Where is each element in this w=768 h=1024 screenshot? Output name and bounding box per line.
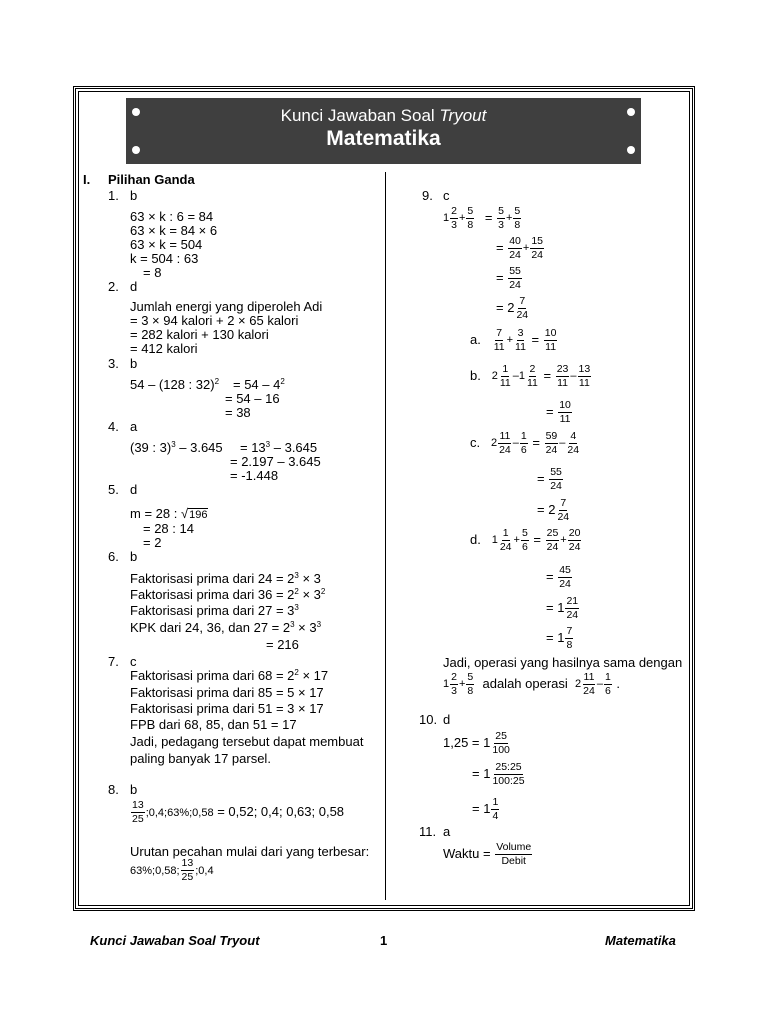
q3-number: 3.: [108, 356, 119, 371]
sqrt-radicand: 196: [189, 509, 208, 521]
q4-line: (39 : 3)$^3$ – 3.645: [130, 440, 223, 455]
q5-number: 5.: [108, 482, 119, 497]
section-number: I.: [83, 172, 91, 187]
q6-line: KPK dari 24, 36, dan $27 = 2^3 \times 3^3$: [130, 620, 322, 635]
q8-line: 63%;0,58; $\frac{13}{25}$ ;0,4: [130, 857, 214, 883]
q1-line: k = 504 : 63: [130, 251, 199, 266]
q10-step: = 1 $\frac{25:25}{100:25}$: [472, 761, 525, 787]
q5-answer: d: [130, 482, 138, 497]
q2-line: = 282 kalori + 130 kalori: [130, 327, 269, 342]
q9-step: = 1 $\frac{21}{24}$: [546, 595, 579, 621]
q9-step: = $\frac{40}{24}$ + $\frac{15}{24}$: [496, 235, 544, 261]
q7-line: paling banyak 17 parsel.: [130, 751, 271, 766]
q1-answer: b: [130, 188, 138, 203]
q2-line: = 3 × 94 kalori + 2 × 65 kalori: [130, 313, 299, 328]
q4-line: = -1.448: [230, 468, 279, 483]
q2-number: 2.: [108, 279, 119, 294]
section-title: Pilihan Ganda: [108, 172, 195, 187]
q6-number: 6.: [108, 549, 119, 564]
q7-answer: c: [130, 654, 137, 669]
q9-option-a: a. $\frac{7}{11}$ + $\frac{3}{11}$ = $\frac{10}{11}$: [470, 327, 557, 353]
q6-line: Faktorisasi prima dari $36 = 2^2 \times 3^2$: [130, 587, 326, 602]
q3-line: = 54 – 16: [225, 391, 280, 406]
q1-line: 63 × k = 84 × 6: [130, 223, 218, 238]
q1-line: 63 × k : 6 = 84: [130, 209, 214, 224]
q8-number: 8.: [108, 782, 119, 797]
q7-number: 7.: [108, 654, 119, 669]
q7-line: FPB dari 68, 85, dan 51 = 17: [130, 717, 297, 732]
q7-line: Faktorisasi prima dari 51 = 3 × 17: [130, 701, 324, 716]
q3-answer: b: [130, 356, 138, 371]
q9-answer: c: [443, 188, 450, 203]
q9-step: 1 $\frac{2}{3}$ + $\frac{5}{8}$ = $\frac{5}{3}$ + $\frac{5}{8}$: [443, 205, 521, 231]
column-divider: [385, 172, 386, 900]
q5-line: = 2: [143, 535, 162, 550]
q11-number: 11.: [419, 824, 437, 839]
banner-subject: Matematika: [326, 127, 441, 150]
q8-line: $\frac{13}{25}$ ;0,4;63%;0,58 = 0,52; 0,4; 0,63; 0,58: [132, 799, 345, 825]
q2-line: = 412 kalori: [130, 341, 198, 356]
q7-line: Faktorisasi prima dari 85 = 5 × 17: [130, 685, 324, 700]
q10-number: 10.: [419, 712, 438, 727]
page-number: 1: [380, 933, 388, 948]
title-banner: [126, 98, 641, 164]
q3-line: = 38: [225, 405, 251, 420]
q11-step: Waktu = $\frac{\text{Volume}}{\text{Debit}}$: [443, 841, 532, 867]
q9-option-b: b. 2 $\frac{1}{11}$ –1 $\frac{2}{11}$ = $\frac{23}{11}$ – $\frac{13}{11}$: [470, 363, 591, 389]
q6-answer: b: [130, 549, 138, 564]
q9-option-c: c. 2 $\frac{11}{24}$ – $\frac{1}{6}$ = $\frac{59}{24}$ – $\frac{4}{24}$: [470, 430, 580, 456]
q10-step: = 1 $\frac{1}{4}$: [472, 796, 499, 822]
q9-conclusion: Jadi, operasi yang hasilnya sama dengan: [443, 655, 683, 670]
q11-answer: a: [443, 824, 451, 839]
q9-option-d: d. 1 $\frac{1}{24}$ + $\frac{5}{6}$ = $\frac{25}{24}$ + $\frac{20}{24}$: [470, 527, 581, 553]
q2-answer: d: [130, 279, 138, 294]
q7-line: Jadi, pedagang tersebut dapat membuat: [130, 734, 364, 749]
q1-line: 63 × k = 504: [130, 237, 203, 252]
q10-step: 1,25 = 1 $\frac{25}{100}$: [443, 730, 510, 756]
q9-number: 9.: [422, 188, 433, 203]
footer-left: Kunci Jawaban Soal Tryout: [90, 933, 260, 948]
q3-line: 54 – (128 : 32)$^2$: [130, 377, 220, 392]
q9-conclusion: 1 $\frac{2}{3}$ + $\frac{5}{8}$ adalah operasi 2 $\frac{11}{24}$ – $\frac{1}{6}$ .: [443, 671, 621, 697]
q7-line: Faktorisasi prima dari $68 = 2^2 \times 17$: [130, 668, 329, 683]
q8-line: Urutan pecahan mulai dari yang terbesar:: [130, 844, 370, 859]
footer-right: Matematika: [605, 933, 676, 948]
q10-answer: d: [443, 712, 451, 727]
q9-step: = 2 $\frac{7}{24}$: [496, 295, 529, 321]
q3-line: = $54 - 4^2$: [233, 377, 285, 392]
q6-line: Faktorisasi prima dari $27 = 3^3$: [130, 603, 299, 618]
q9-step: = $\frac{10}{11}$: [546, 399, 571, 425]
banner-title: Kunci Jawaban Soal Tryout: [280, 106, 487, 125]
q5-line: m = 28 : √196: [130, 506, 208, 521]
q6-line: = 216: [266, 637, 299, 652]
q4-line: = $13^3 - 3.645$: [240, 440, 318, 455]
q6-line: Faktorisasi prima dari $24 = 2^3 \times 3$: [130, 571, 321, 586]
q9-step: = $\frac{55}{24}$: [537, 466, 562, 492]
q9-step: = $\frac{45}{24}$: [546, 564, 571, 590]
q2-line: Jumlah energi yang diperoleh Adi: [130, 299, 323, 314]
q4-answer: a: [130, 419, 138, 434]
q1-line: = 8: [143, 265, 162, 280]
q4-number: 4.: [108, 419, 119, 434]
q8-answer: b: [130, 782, 138, 797]
q5-line: = 28 : 14: [143, 521, 194, 536]
q9-step: = $\frac{55}{24}$: [496, 265, 521, 291]
q9-step: = 2 $\frac{7}{24}$: [537, 497, 570, 523]
q4-line: = 2.197 – 3.645: [230, 454, 321, 469]
q9-step: = 1 $\frac{7}{8}$: [546, 625, 573, 651]
q1-number: 1.: [108, 188, 119, 203]
